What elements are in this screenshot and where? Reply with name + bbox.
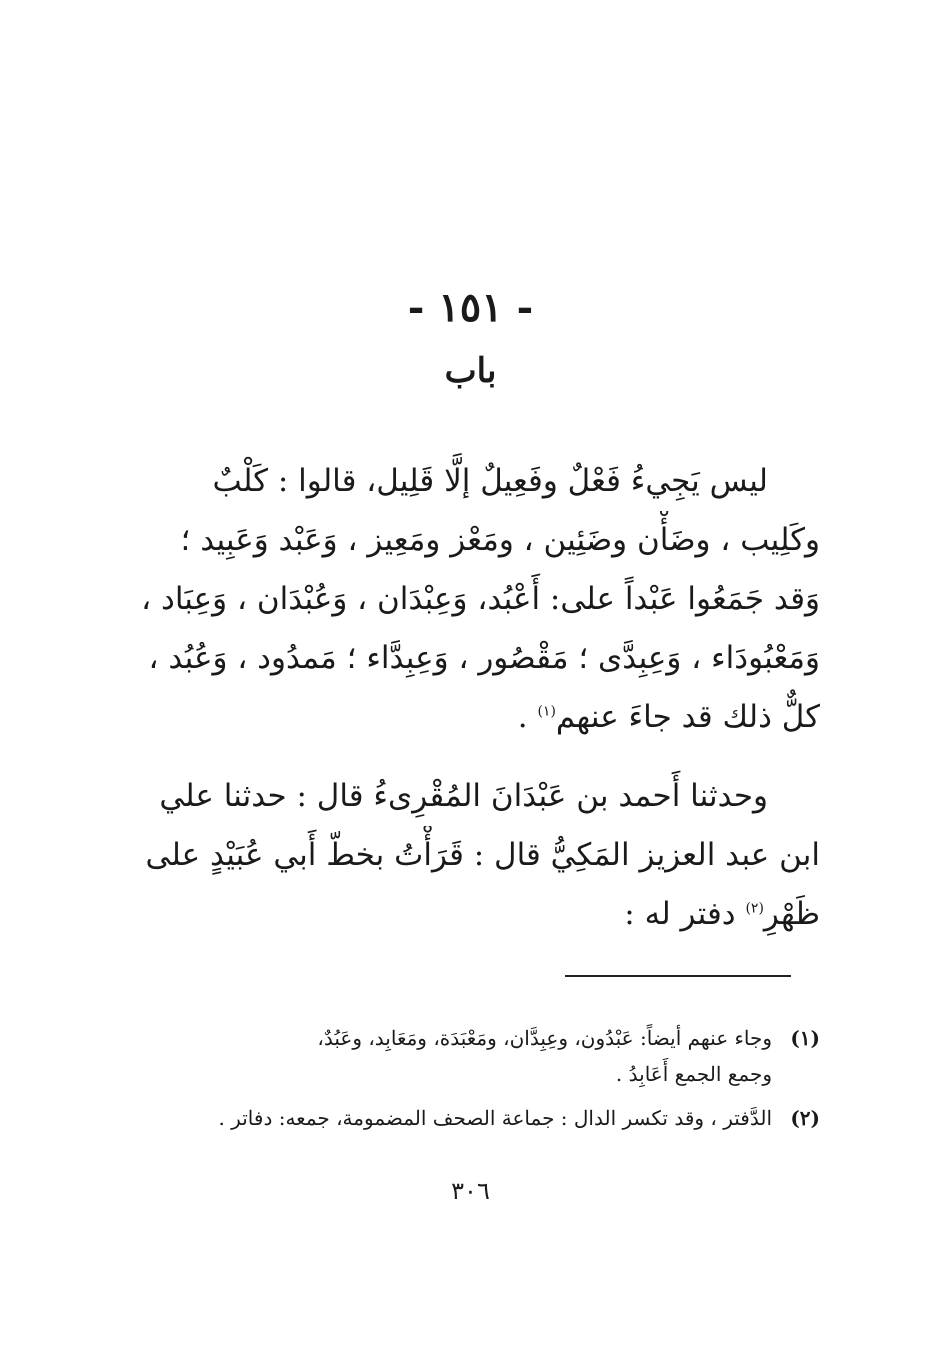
paragraph-line: ابن عبد العزيز المَكِيُّ قال : قَرَأْتُ بخطّ أَبي عُبَيْدٍ على (145, 837, 820, 873)
paragraph-line: وَقد جَمَعُوا عَبْداً على: أَعْبُد، وَعِبْدَان ، وَعُبْدَان ، وَعِبَاد ، (141, 581, 820, 617)
paragraph-2 (120, 767, 820, 944)
footnote-divider (565, 975, 791, 977)
section-title: باب (444, 351, 497, 391)
paragraph-line: وكَلِيب ، وضَأْن وضَئِين ، ومَعْز ومَعِيز ، وَعَبْد وَعَبِيد ؛ (180, 522, 820, 558)
footnote-reference[interactable]: (١) (537, 703, 556, 720)
paragraph-line-text: كلٌّ ذلك قد جاءَ عنهم (555, 699, 820, 735)
footnote-text (120, 1100, 772, 1136)
footnote-number: (١) (790, 1026, 820, 1050)
paragraph-line-end: . (517, 699, 528, 735)
footnote-line: وجاء عنهم أيضاً: عَبْدُون، وعِبِدَّان، ومَعْبَدَة، ومَعَابِد، وعَبُدٌ، (317, 1026, 772, 1050)
paragraph-line-text: ظَهْرِ (763, 896, 820, 932)
section-number: - ١٥١ - (407, 284, 534, 331)
footnote-text (120, 1020, 772, 1092)
paragraph-line (120, 885, 820, 944)
paragraph-1 (120, 452, 820, 747)
footnote-2 (120, 1100, 820, 1136)
footnote-number: (٢) (790, 1106, 820, 1130)
footnote-reference[interactable]: (٢) (745, 900, 764, 917)
paragraph-line-end: دفتر له : (624, 896, 736, 932)
footnote-line: الدَّفتر ، وقد تكسر الدال : جماعة الصحف المضمومة، جمعه: دفاتر . (218, 1106, 772, 1130)
paragraph-line: ليس يَجِيءُ فَعْلٌ وفَعِيلٌ إلَّا قَلِيل، قالوا : كَلْبٌ (212, 463, 768, 499)
page-number: ٣٠٦ (451, 1177, 490, 1205)
footnote-line: وجمع الجمع أَعَابِدُ . (615, 1062, 772, 1086)
paragraph-line (120, 688, 820, 747)
footnote-1 (120, 1020, 820, 1092)
paragraph-line: وَمَعْبُودَاء ، وَعِبِدَّى ؛ مَقْصُور ، وَعِبِدَّاء ؛ مَمدُود ، وَعُبُد ، (148, 640, 820, 676)
paragraph-line: وحدثنا أَحمد بن عَبْدَانَ المُقْرِىءُ قال : حدثنا علي (159, 778, 768, 814)
footnotes (120, 1020, 820, 1144)
